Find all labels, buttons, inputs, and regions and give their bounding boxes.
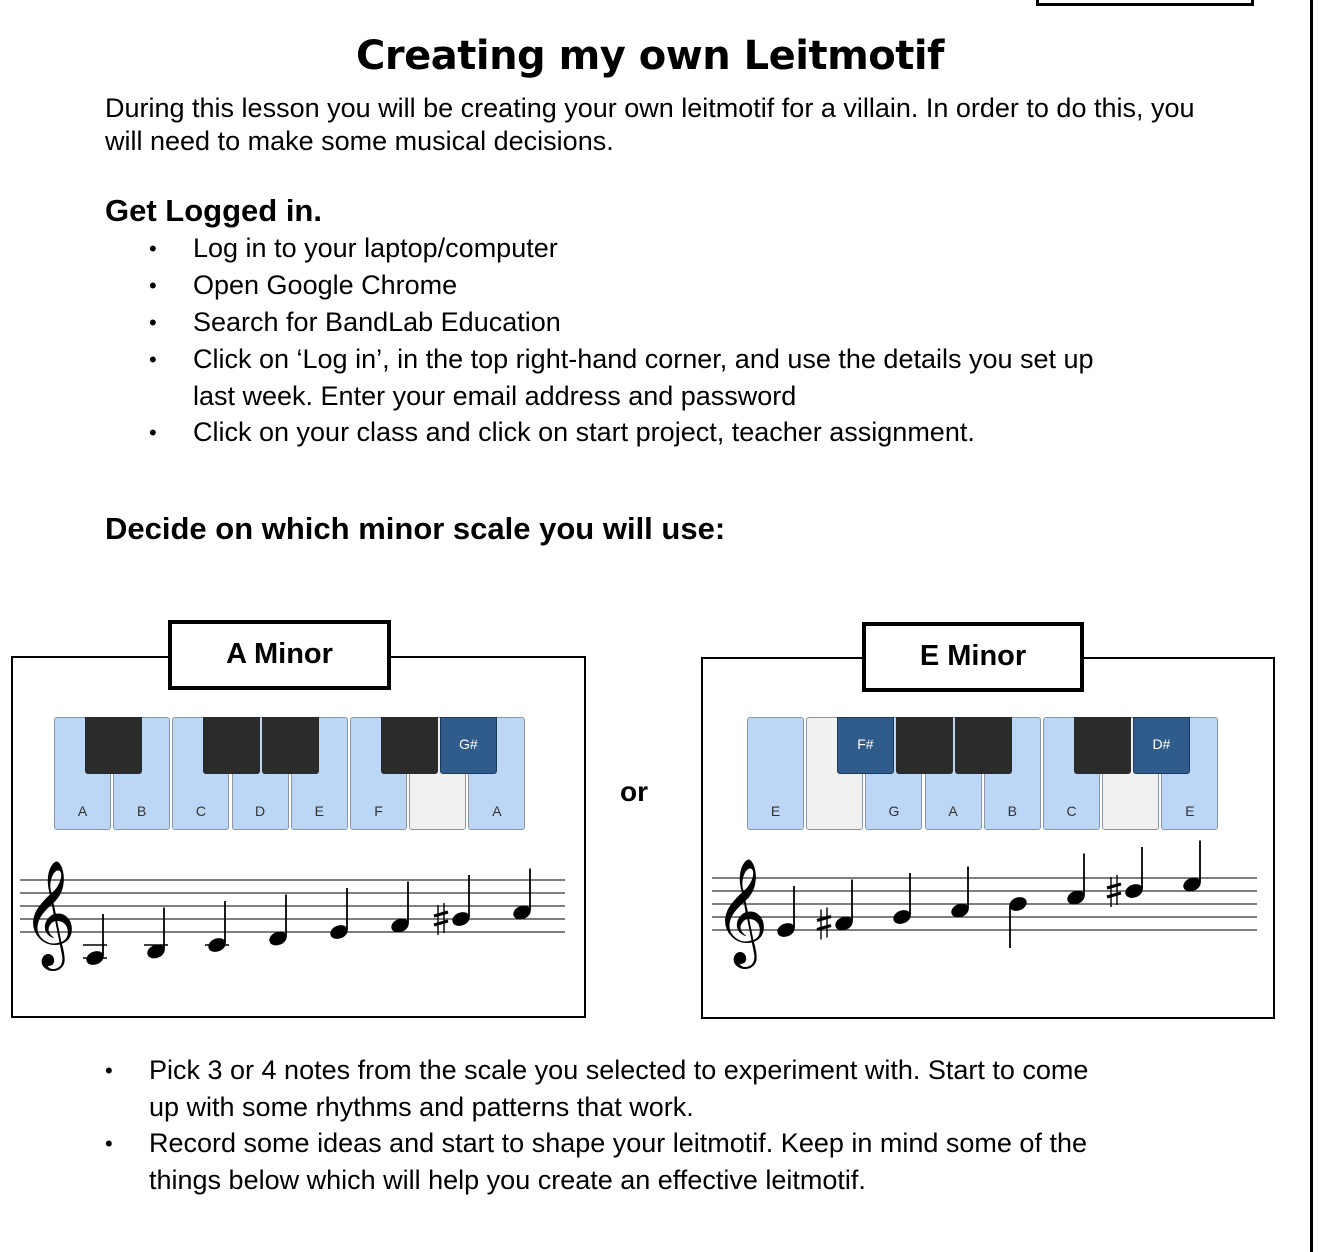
key-label: G: [888, 803, 900, 819]
e-minor-black-key: [955, 717, 1012, 774]
e-minor-black-key: [1133, 717, 1190, 774]
key-label: D#: [1152, 736, 1171, 752]
a-minor-note: [83, 914, 107, 967]
a-minor-note: [389, 882, 411, 935]
a-minor-black-key: [85, 717, 142, 774]
list-item: • Pick 3 or 4 notes from the scale you selected to experiment with. Start to come up with some rhythms and patterns that work.: [105, 1052, 1255, 1125]
e-minor-note: [775, 886, 797, 939]
or-label: or: [620, 776, 648, 807]
e-minor-note: [891, 873, 913, 926]
a-minor-note: [511, 869, 533, 922]
key-label: E: [314, 803, 324, 819]
corner-box: [1036, 0, 1254, 6]
e-minor-black-key: [837, 717, 894, 774]
e-minor-note: [1065, 854, 1087, 907]
section-heading-scale: Decide on which minor scale you will use:: [105, 511, 726, 546]
key-label: G#: [459, 736, 478, 752]
page-border: [1310, 0, 1313, 1252]
a-minor-black-key: [381, 717, 438, 774]
key-label: F#: [857, 736, 874, 752]
treble-clef-icon: 𝄞: [714, 857, 769, 964]
key-label: C: [1066, 803, 1077, 819]
e-minor-black-key: [1074, 717, 1131, 774]
list-item: • Record some ideas and start to shape your leitmotif. Keep in mind some of the things below which will help you create an effective leitmotif.: [105, 1125, 1255, 1198]
e-minor-black-key: [896, 717, 953, 774]
list-item: • Log in to your laptop/computer: [105, 230, 1255, 267]
a-minor-note: [434, 875, 472, 935]
key-label: F: [374, 803, 383, 819]
a-minor-black-key: [203, 717, 260, 774]
key-label: A: [948, 803, 958, 819]
a-minor-keyboard: [54, 717, 528, 830]
page-title: Creating my own Leitmotif: [356, 32, 944, 79]
e-minor-note: [1007, 895, 1029, 948]
treble-clef-icon: 𝄞: [22, 859, 77, 966]
a-minor-note: [267, 895, 289, 948]
list-item: • Click on your class and click on start project, teacher assignment.: [105, 414, 1255, 451]
list-item: • Search for BandLab Education: [105, 304, 1255, 341]
a-minor-note: [328, 888, 350, 941]
section-heading-login: Get Logged in.: [105, 193, 322, 228]
list-item: • Open Google Chrome: [105, 267, 1255, 304]
e-minor-title: E Minor: [862, 622, 1084, 692]
list-item: • Click on ‘Log in’, in the top right-hand corner, and use the details you set up last week. Enter your email address and password: [105, 341, 1255, 414]
key-label: A: [77, 803, 88, 819]
key-label: C: [195, 803, 206, 819]
key-label: E: [770, 803, 781, 819]
key-label: B: [1007, 803, 1017, 819]
a-minor-black-key: [440, 717, 497, 774]
key-label: A: [492, 803, 502, 819]
intro-paragraph: During this lesson you will be creating your own leitmotif for a villain. In order to do this, you will need to make some musical decisions.: [105, 93, 1195, 156]
e-minor-note: [949, 867, 971, 920]
a-minor-black-key: [262, 717, 319, 774]
a-minor-note: [205, 901, 229, 954]
key-label: B: [137, 803, 147, 819]
key-label: E: [1185, 803, 1195, 819]
key-label: D: [255, 803, 266, 819]
next-steps-list: [105, 1052, 1255, 1198]
a-minor-title: A Minor: [168, 620, 391, 690]
login-steps-list: [105, 230, 1255, 451]
a-minor-staff: [20, 860, 565, 990]
e-minor-keyboard: [747, 717, 1215, 830]
e-minor-white-key: [747, 717, 804, 830]
e-minor-staff: [712, 858, 1257, 988]
a-minor-note: [144, 908, 168, 961]
